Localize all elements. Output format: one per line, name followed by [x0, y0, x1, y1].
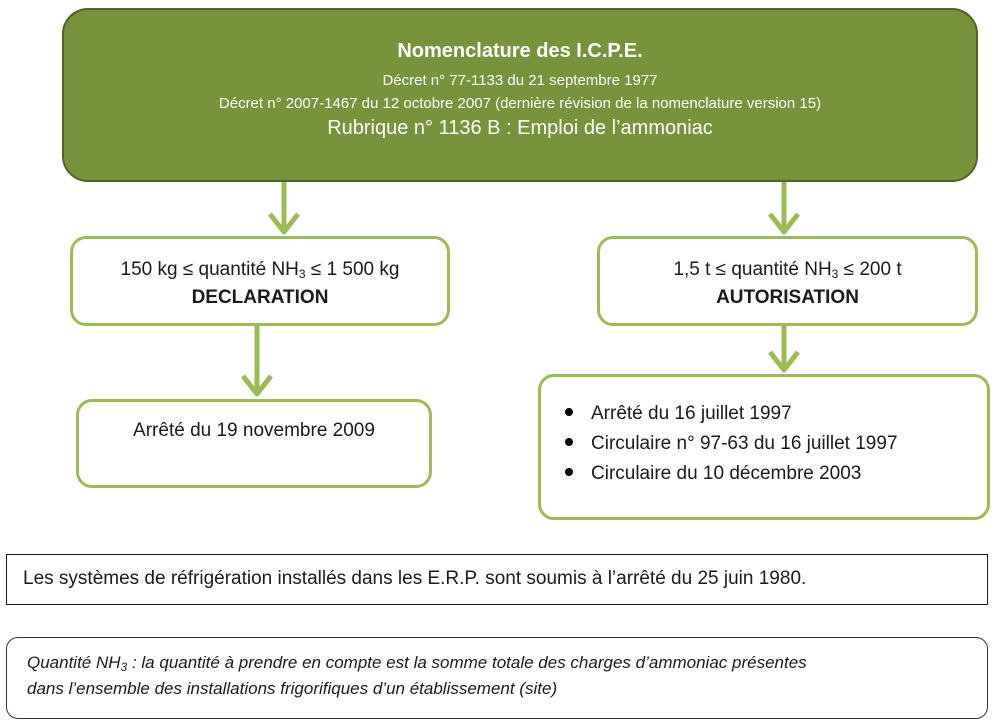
list-item: Arrêté du 16 juillet 1997 [565, 399, 898, 429]
decret-2007: Décret n° 2007-1467 du 12 octobre 2007 (dernière révision de la nomenclature version 15) [218, 95, 822, 112]
autorisation-label: AUTORISATION [716, 287, 859, 308]
autorisation-range: 1,5 t ≤ quantité $NH_3 \le 200$ t [673, 259, 902, 281]
rubrique-title: Rubrique n° 1136 B : Emploi de l’ammoniac [327, 117, 713, 139]
bullet-icon [565, 468, 573, 476]
quantity-note-line-2: dans l’ensemble des installations frigorifiques d’un établissement (site) [27, 679, 558, 698]
quantity-note-line-1: Quantité $NH_3$ : la quantité à prendre en compte est la somme totale des charges d’ammoniac présentes [27, 653, 807, 674]
quantity-note-box [6, 637, 988, 719]
arrow-header-to-declaration [264, 182, 304, 238]
list-item: Circulaire n° 97-63 du 16 juillet 1997 [565, 429, 898, 459]
decret-1977: Décret n° 77-1133 du 21 septembre 1977 [382, 72, 658, 89]
list-item: Circulaire du 10 décembre 2003 [565, 459, 898, 489]
nomenclature-title: Nomenclature des I.C.P.E. [397, 40, 643, 62]
erp-note-box [6, 554, 988, 605]
declaration-box [70, 236, 450, 326]
declaration-reference-box [76, 399, 432, 488]
declaration-range: 150 kg ≤ quantité $NH_3 \le 1$ 500 kg [120, 259, 400, 281]
erp-note-text: Les systèmes de réfrigération installés dans les E.R.P. sont soumis à l’arrêté du 25 juin 1980. [23, 568, 807, 589]
autorisation-box [597, 236, 978, 326]
arrow-header-to-autorisation [764, 182, 804, 238]
bullet-icon [565, 408, 573, 416]
arrow-declaration-to-reference [237, 326, 277, 400]
bullet-icon [565, 438, 573, 446]
declaration-reference: Arrêté du 19 novembre 2009 [133, 420, 375, 441]
arrow-autorisation-to-reference [764, 326, 804, 376]
autorisation-reference-list [565, 399, 898, 489]
autorisation-reference-box [538, 374, 990, 520]
nomenclature-header-box [62, 8, 978, 182]
declaration-label: DECLARATION [191, 287, 329, 308]
